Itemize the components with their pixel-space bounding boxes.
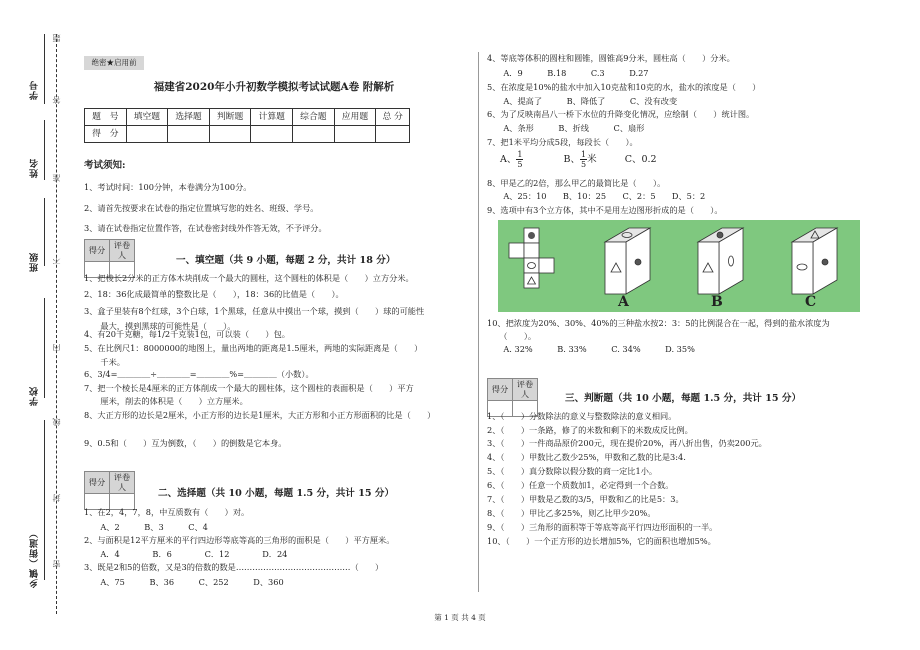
question-line: 9、选项中有3个立方体，其中不是用左边图形折成的是（ ）。: [487, 205, 723, 215]
grader-reviewer-label: 评卷人: [110, 472, 135, 494]
fraction-denominator: 5: [517, 160, 523, 169]
binding-mark: 封: [52, 494, 61, 502]
grader-reviewer-label: 评卷人: [513, 379, 538, 401]
score-cell[interactable]: [376, 126, 410, 143]
question-line: 4、等底等体积的圆柱和圆锥，圆锥高9分米，圆柱高（ ）分米。: [487, 53, 735, 63]
score-header-cell: 填空题: [126, 109, 168, 126]
question-line: 8、大正方形的边长是2厘米，小正方形的边长是1厘米，大正方形和小正方形面积的比是（ ）: [84, 410, 436, 420]
column-divider: [478, 52, 479, 592]
grader-score-label: 得分: [85, 472, 110, 494]
score-label-cell: 得 分: [85, 126, 127, 143]
net-dot-icon: [528, 232, 535, 239]
score-table-header-row: [85, 109, 410, 126]
question-line: 7、（ ）甲数是乙数的3/5，甲数和乙的比是5：3。: [487, 494, 684, 504]
score-table-score-row: [85, 126, 410, 143]
fraction-denominator: 5: [581, 160, 587, 169]
question-line: 1、把棱长2分米的正方体木块削成一个最大的圆柱，这个圆柱的体积是（ ）立方分米。: [84, 273, 414, 283]
class-underline: [44, 198, 45, 266]
question-line: 4、（ ）甲数比乙数少25%，甲数和乙数的比是3:4.: [487, 452, 686, 462]
binding-mark: 不: [52, 256, 61, 264]
name-underline: [44, 120, 45, 180]
score-header-cell: 计算题: [251, 109, 293, 126]
student-id-underline: [44, 34, 45, 104]
cube-label-a: A: [618, 294, 629, 310]
cube-figure: [498, 220, 860, 312]
score-header-cell: 选择题: [168, 109, 210, 126]
question-line: A、2 B、3 C、4: [84, 522, 208, 532]
question-line: 4、有20千克糖，每1/2千克装1包，可以装（ ）包。: [84, 329, 290, 339]
q7-option-b-unit: 米: [587, 154, 597, 165]
question-line: 千米。: [84, 357, 125, 367]
question-line: 6、（ ）任意一个质数加1，必定得到一个合数。: [487, 480, 674, 490]
cube-b: [698, 228, 743, 294]
q7-option-a-fraction: [516, 150, 523, 169]
school-underline: [44, 298, 45, 398]
label-school: 学校: [30, 386, 40, 406]
score-header-cell: 判断题: [209, 109, 251, 126]
label-name: 姓名: [30, 158, 40, 178]
q7-options: [500, 150, 657, 169]
question-line: A、25：10 B、10：25 C、2：5 D、5：2: [487, 191, 706, 201]
question-line: 10、把浓度为20%、30%、40%的三种盐水按2：3：5的比例混合在一起，得到的盐水浓度为: [487, 318, 830, 328]
question-line: 8、甲是乙的2倍，那么甲乙的最简比是（ ）。: [487, 178, 666, 188]
grader-box-1: [84, 239, 135, 278]
question-line: 7、把1米平均分成5段，每段长（ ）。: [487, 137, 638, 147]
question-line: A、条形 B、折线 C、扇形: [487, 123, 645, 133]
question-line: 1、（ ）分数除法的意义与整数除法的意义相同。: [487, 411, 677, 421]
label-student-id: 学号: [30, 80, 40, 100]
question-line: 6、为了反映南昌八一桥下水位的升降变化情况，应绘制（ ）统计图。: [487, 109, 755, 119]
secret-badge: 绝密★启用前: [84, 56, 144, 70]
q7-option-a-label: A、: [500, 154, 517, 165]
fraction-numerator: 1: [581, 150, 587, 159]
grader-box-2: [84, 471, 135, 510]
score-cell[interactable]: [293, 126, 335, 143]
question-line: 最大，摸到黑球的可能性是（ ）。: [84, 321, 236, 331]
binding-mark: 线: [52, 418, 61, 426]
binding-mark: 密: [52, 560, 61, 568]
question-line: A．9 B.18 C.3 D.27: [487, 68, 649, 78]
question-line: 8、（ ）甲比乙多25%，则乙比甲少20%。: [487, 508, 656, 518]
notice-heading: 考试须知:: [84, 160, 126, 171]
question-line: （ ）。: [487, 331, 537, 341]
question-line: 9、（ ）三角形的面积等于等底等高平行四边形面积的一半。: [487, 522, 718, 532]
question-line: A．4 B．6 C．12 D．24: [84, 549, 288, 559]
score-header-cell: 应用题: [334, 109, 376, 126]
question-line: 6、3/4=＿＿＿＿÷＿＿＿＿=＿＿＿＿%=＿＿＿＿（小数）。: [84, 369, 314, 379]
page-title: 福建省2020年小升初数学模拟考试试题A卷 附解析: [153, 81, 395, 93]
question-line: 9、0.5和（ ）互为倒数，（ ）的倒数是它本身。: [84, 438, 287, 448]
section-title-fill: 一、填空题（共 9 小题，每题 2 分，共计 18 分）: [176, 255, 396, 266]
cube-label-c: C: [805, 294, 817, 310]
section-title-judge: 三、判断题（共 10 小题，每题 1.5 分，共计 15 分）: [565, 393, 802, 404]
question-line: 2、（ ）一条路，修了的米数和剩下的米数成反比例。: [487, 425, 693, 435]
fraction-numerator: 1: [517, 150, 523, 159]
score-cell[interactable]: [126, 126, 168, 143]
question-line: 5、（ ）真分数除以假分数的商一定比1小。: [487, 466, 658, 476]
question-line: 3、盒子里装有8个红球，3个白球，1个黑球，任意从中摸出一个球，摸到（ ）球的可能性: [84, 306, 425, 316]
notice-item: 3、请在试卷指定位置作答，在试卷密封线外作答无效，不予评分。: [84, 223, 327, 233]
score-header-cell: 综合题: [293, 109, 335, 126]
score-header-cell: 总 分: [376, 109, 410, 126]
notice-item: 1、考试时间：100分钟，本卷满分为100分。: [84, 182, 252, 192]
question-line: A、提高了 B、降低了 C、没有改变: [487, 96, 678, 106]
q7-option-c: C、0.2: [624, 154, 657, 165]
question-line: A. 32% B. 33% C. 34% D. 35%: [487, 344, 695, 354]
label-town: 乡镇（街道）: [30, 528, 40, 588]
q7-option-b-label: B、: [563, 154, 581, 165]
question-line: 2、18：36化成最简单的整数比是（ ），18：36的比值是（ ）。: [84, 289, 344, 299]
score-cell[interactable]: [209, 126, 251, 143]
cube-c: [792, 228, 837, 294]
page-footer: 第 1 页 共 4 页: [434, 613, 486, 622]
cube-label-b: B: [711, 294, 723, 310]
score-cell[interactable]: [251, 126, 293, 143]
question-line: 3、（ ）一件商品原价200元，现在提价20%，再八折出售，仍卖200元。: [487, 438, 767, 448]
question-line: A、75 B、36 C、252 D、360: [84, 577, 284, 587]
score-cell[interactable]: [168, 126, 210, 143]
question-line: 7、把一个棱长是4厘米的正方体削成一个最大的圆柱体，这个圆柱的表面积是（ ）平方: [84, 383, 414, 393]
grader-reviewer-label: 评卷人: [110, 240, 135, 262]
question-line: 厘米，削去的体积是（ ）立方厘米。: [84, 396, 248, 406]
cube-a: [605, 228, 650, 294]
binding-mark: 内: [52, 344, 61, 352]
label-class: 班级: [30, 252, 40, 272]
score-table: [84, 108, 410, 143]
binding-dashed-line: [56, 34, 57, 614]
binding-mark: 题: [52, 34, 61, 42]
town-underline: [44, 420, 45, 580]
grader-score-label: 得分: [488, 379, 513, 401]
notice-item: 2、请首先按要求在试卷的指定位置填写您的姓名、班级、学号。: [84, 203, 319, 213]
score-header-cell: 题 号: [85, 109, 127, 126]
question-line: 5、在浓度是10%的盐水中加入10克盐和10克的水，盐水的浓度是（ ）: [487, 82, 761, 92]
binding-mark: 答: [52, 96, 61, 104]
score-cell[interactable]: [334, 126, 376, 143]
grader-score-label: 得分: [85, 240, 110, 262]
question-line: 3、既是2和5的倍数，又是3的倍数的数是……………………………………（ ）: [84, 562, 384, 572]
question-line: 2、与面积是12平方厘米的平行四边形等底等高的三角形的面积是（ ）平方厘米。: [84, 535, 395, 545]
binding-mark: 准: [52, 174, 61, 182]
question-line: 10、（ ）一个正方形的边长增加5%，它的面积也增加5%。: [487, 536, 716, 546]
section-title-choice: 二、选择题（共 10 小题，每题 1.5 分，共计 15 分）: [158, 488, 395, 499]
question-line: 5、在比例尺1：8000000的地图上，量出两地的距离是1.5厘米，两地的实际距离是（ ）: [84, 343, 423, 353]
question-line: 1、在2，4，7，8，中互质数有（ ）对。: [84, 507, 250, 517]
